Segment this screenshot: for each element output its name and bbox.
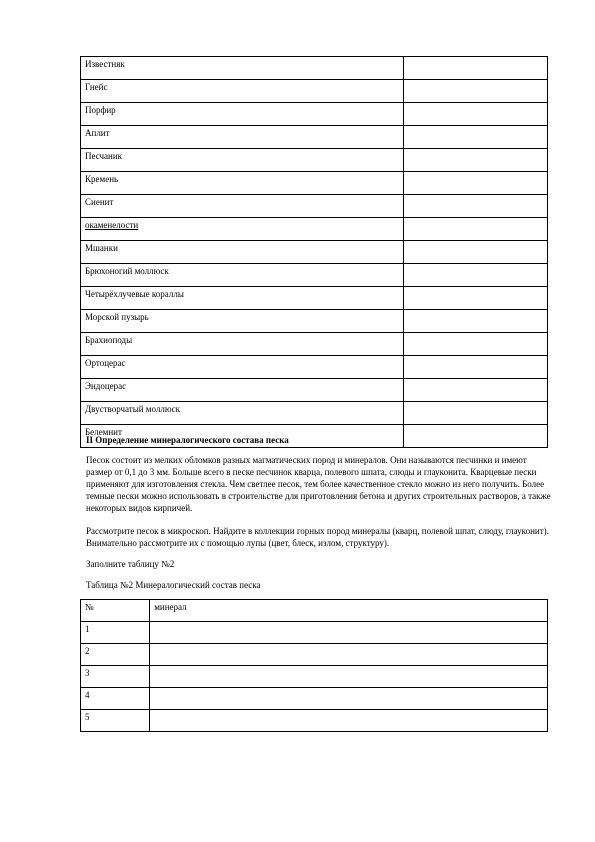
table-header-row bbox=[81, 600, 548, 622]
table-row bbox=[81, 688, 548, 710]
sample-name-cell: Гнейс bbox=[81, 80, 404, 103]
answer-cell bbox=[404, 195, 548, 218]
answer-cell bbox=[404, 80, 548, 103]
mineral-cell bbox=[150, 666, 548, 688]
table-row bbox=[81, 195, 548, 218]
table-row bbox=[81, 149, 548, 172]
mineral-composition-table bbox=[80, 599, 548, 732]
row-number-cell: 3 bbox=[81, 666, 150, 688]
table-row bbox=[81, 80, 548, 103]
answer-cell bbox=[404, 333, 548, 356]
table-row bbox=[81, 103, 548, 126]
task-paragraph: Рассмотрите песок в микроскоп. Найдите в коллекции горных пород минералы (кварц, полевой шпат, слюду, глауконит). Внимательно рассмотрите их с помощью лупы (цвет, блеск, излом, структуру). bbox=[86, 526, 549, 548]
answer-cell bbox=[404, 356, 548, 379]
mineral-cell bbox=[150, 644, 548, 666]
answer-cell bbox=[404, 310, 548, 333]
table-row bbox=[81, 172, 548, 195]
sample-name-cell: Брахиоподы bbox=[81, 333, 404, 356]
table-caption: Таблица №2 Минералогический состав песка bbox=[86, 580, 261, 590]
table-row bbox=[81, 333, 548, 356]
answer-cell bbox=[404, 149, 548, 172]
answer-cell bbox=[404, 172, 548, 195]
sample-name-cell: Порфир bbox=[81, 103, 404, 126]
table-row bbox=[81, 310, 548, 333]
table-row bbox=[81, 241, 548, 264]
table-row bbox=[81, 126, 548, 149]
row-number-cell: 1 bbox=[81, 622, 150, 644]
fill-instruction: Заполните таблицу №2 bbox=[86, 559, 175, 569]
sample-name-cell: Ортоцерас bbox=[81, 356, 404, 379]
table-row bbox=[81, 218, 548, 241]
table-row bbox=[81, 356, 548, 379]
sample-name-cell: Известняк bbox=[81, 57, 404, 80]
answer-cell bbox=[404, 103, 548, 126]
rock-samples-table bbox=[80, 56, 548, 448]
table-row bbox=[81, 264, 548, 287]
column-header-mineral: минерал bbox=[150, 600, 548, 622]
answer-cell bbox=[404, 379, 548, 402]
column-header-number: № bbox=[81, 600, 150, 622]
table-row bbox=[81, 287, 548, 310]
sample-name-cell: Белемнит bbox=[81, 425, 404, 448]
row-number-cell: 2 bbox=[81, 644, 150, 666]
sample-name-cell: Кремень bbox=[81, 172, 404, 195]
row-number-cell: 4 bbox=[81, 688, 150, 710]
sample-name-cell: Двустворчатый моллюск bbox=[81, 402, 404, 425]
sample-name-cell: Брюхоногий моллюск bbox=[81, 264, 404, 287]
row-number-cell: 5 bbox=[81, 710, 150, 732]
table-row bbox=[81, 402, 548, 425]
answer-cell bbox=[404, 57, 548, 80]
sample-name-cell: Мшанки bbox=[81, 241, 404, 264]
answer-cell bbox=[404, 126, 548, 149]
sample-name-cell: Сиенит bbox=[81, 195, 404, 218]
answer-cell bbox=[404, 218, 548, 241]
intro-paragraph: Песок состоит из мелких обломков разных магматических пород и минералов. Они называются песчинки и имеют размер от 0,1 до 3 мм. Больше всего в песке песчинок кварца, полевого шпата, слюды и глауконита. Кварцевые пески применяют для изготовления стекла. Чем светлее песок, тем более качественное стекло можно из него получить. Более темные пески можно использовать в строительстве для приготовления бетона и других строительных растворов, а также некоторых видов кирпичей. bbox=[86, 455, 551, 513]
sample-name-cell: Аплит bbox=[81, 126, 404, 149]
answer-cell bbox=[404, 402, 548, 425]
table-row bbox=[81, 644, 548, 666]
sample-name-cell: Песчаник bbox=[81, 149, 404, 172]
mineral-cell bbox=[150, 622, 548, 644]
answer-cell bbox=[404, 241, 548, 264]
table-row bbox=[81, 622, 548, 644]
section-heading: II Определение минералогического состава песка bbox=[86, 435, 289, 445]
table-row bbox=[81, 666, 548, 688]
table-row bbox=[81, 379, 548, 402]
sample-name-cell: Четырёхлучевые кораллы bbox=[81, 287, 404, 310]
answer-cell bbox=[404, 264, 548, 287]
sample-name-cell: Морской пузырь bbox=[81, 310, 404, 333]
sample-name-cell bbox=[81, 218, 404, 241]
answer-cell bbox=[404, 287, 548, 310]
mineral-cell bbox=[150, 710, 548, 732]
table-row bbox=[81, 57, 548, 80]
sample-name-cell: Эндоцерас bbox=[81, 379, 404, 402]
section-label-fossils: окаменелости bbox=[85, 220, 139, 230]
mineral-cell bbox=[150, 688, 548, 710]
table-row bbox=[81, 710, 548, 732]
